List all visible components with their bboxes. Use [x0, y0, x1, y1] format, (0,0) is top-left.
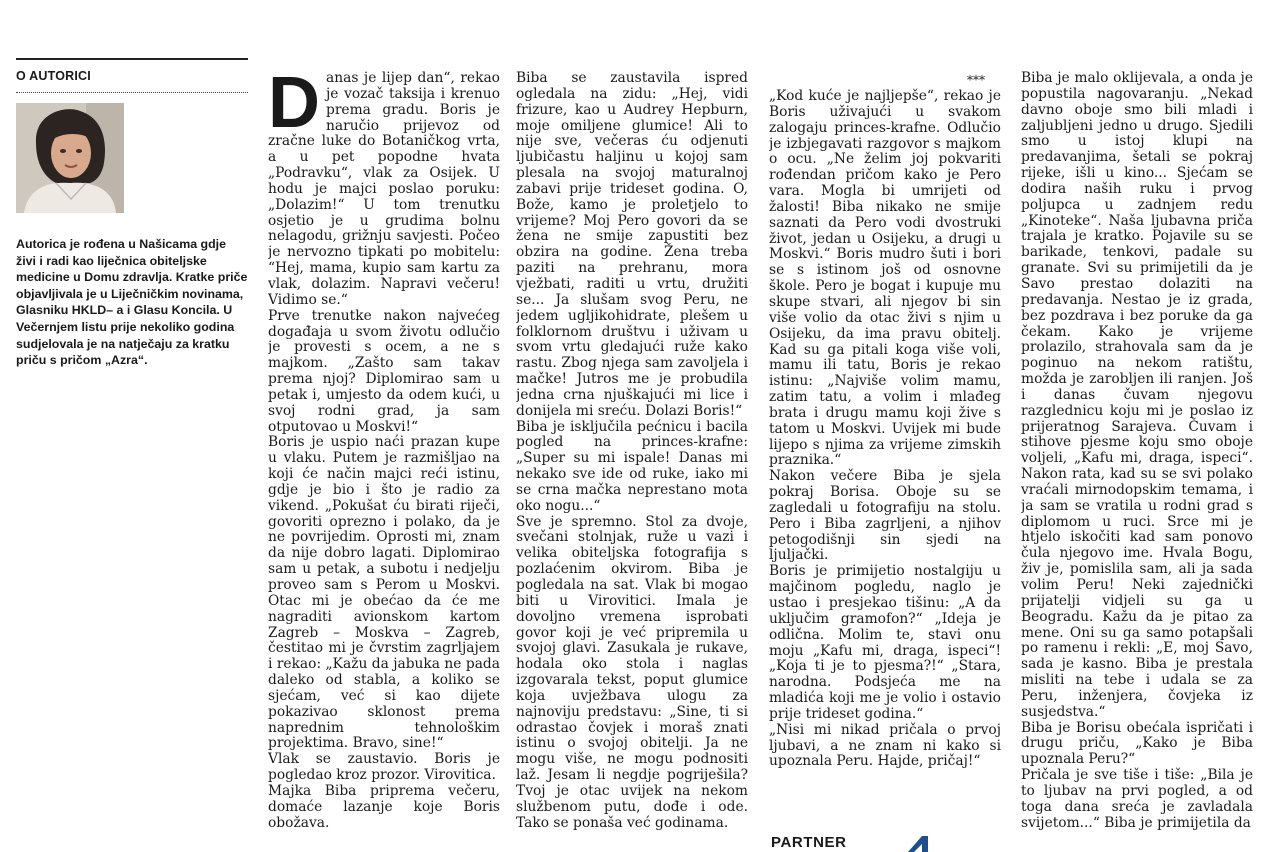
paragraph: Biba je malo oklijevala, a onda je popustila nagovaranju. „Nekad davno oboje smo bili mladi i zaljubljeni jedno u drugo. Sjedili smo u istoj klupi na predavanjima, šetali se pokraj rijeke, išli u kino... Sjećam se dodira naših ruku i prvog poljupca u zadnjem redu „Kinoteke“. Naša ljubavna priča trajala je kratko. Pojavile su se barikade, tenkovi, padale su granate. Svi su primijetili da je Savo prestao dolaziti na predavanja. Nestao je iz grada, bez pozdrava i bez poruke da ga čekam. Kako je vrijeme prolazilo, strahovala sam da je poginuo na nekom ratištu, možda je zarobljen ili ranjen. Još i danas čuvam njegovu razglednicu koju mi je poslao iz prijeratnog Sarajeva. Čuvam i stihove pjesme koju smo oboje voljeli, „Kafu mi, draga, ispeci“. Nakon rata, kad su se svi polako vraćali mirnodopskim temama, i ja sam se vratila u rodni grad s diplomom u ruci. Srce mi je htjelo iskočiti kad sam ponovo čula njegovo ime. Hvala Bogu, živ je, pomislila sam, ali ja sada volim Peru! Neki zajednički prijatelji vidjeli su ga u Beogradu. Kažu da je pitao za mene. Oni su ga samo potapšali po ramenu i rekli: „E, moj Savo, sada je kasno. Biba je prestala misliti na tebe i udala se za Peru, inženjera, čovjeka iz susjedstva.“: [1021, 71, 1253, 720]
author-bio: Autorica je rođena u Našicama gdje živi i radi kao liječnica obiteljske medicine u Domu zdravlja. Kratke priče objavljivala je u Liječničkim novinama, Glasniku HKLD– a i Glasu Koncila. U Večernjem listu prije nekoliko godina sudjelovala je na natječaju za kratku priču s pričom „Azra“.: [16, 237, 248, 368]
partner-logo-icon: [908, 836, 930, 852]
paragraph: „Kod kuće je najljepše“, rekao je Boris uživajući u svakom zalogaju princes-krafne. Odlučio je izbjegavati razgovor s majkom o ocu. „Ne želim joj pokvariti rođendan pričom kako je Pero vara. Mogla bi umrijeti od žalosti! Biba nikako ne smije saznati da Pero vodi dvostruki život, jedan u Osijeku, a drugi u Moskvi.“ Boris mudro šuti i bori se s istinom još od osnovne škole. Pero je bogat i kupuje mu skupe stvari, ali njegov bi sin više volio da otac živi s njim u Osijeku, da ima pravu obitelj. Kad su ga pitali koga više voli, mamu ili tatu, Boris je rekao istinu: „Najviše volim mamu, zatim tatu, a volim i mlađeg brata i drugu mamu koji žive s tatom u Moskvi. Uvijek mi bude lijepo s njima za vrijeme zimskih praznika.“: [769, 88, 1001, 469]
story-column-4: [1021, 71, 1253, 852]
top-rule: [16, 58, 248, 60]
paragraph: Majka Biba priprema večeru, domaće lazanje koje Boris obožava.: [268, 782, 500, 831]
paragraph: Prve trenutke nakon najvećeg događaja u svom životu odlučio je provesti s ocem, a ne s majkom. „Zašto sam takav prema njoj? Diplomirao sam u petak i, umjesto da odem kući, u svoj rodni grad, ja sam otputovao u Moskvi!“: [268, 307, 500, 435]
paragraph: [268, 71, 500, 309]
story-column-3: [769, 71, 1001, 852]
story-column-2: [516, 71, 748, 852]
paragraph: Biba je isključila pećnicu i bacila pogled na princes-krafne: „Super su mi ispale! Danas mi nekako sve ide od ruke, iako mi se crna mačka neprestano mota oko nogu...“: [516, 418, 748, 514]
paragraph: „Nisi mi nikad pričala o prvoj ljubavi, a ne znam ni kako si upoznala Peru. Hajde, pričaj!“: [769, 721, 1001, 770]
dotted-divider: [16, 92, 248, 93]
paragraph-text: anas je lijep dan“, rekao je vozač taksija i krenuo prema gradu. Boris je naručio prijevoz od zračne luke do Botaničkog vrta, a u pet popodne hvata „Podravku“, vlak za Osijek. U hodu je majci poslao poruku: „Dolazim!“ U tom trenutku osjetio je u grudima bolnu nelagodu, grižnju savjesti. Počeo je nervozno tipkati po mobitelu: “Hej, mama, kupio sam kartu za vlak, dolazim. Napravi večeru! Vidimo se.“: [268, 71, 500, 308]
drop-cap: D: [268, 71, 320, 143]
author-sidebar: [16, 58, 248, 369]
section-break: ***: [967, 73, 985, 87]
partner-label: PARTNER: [771, 834, 847, 851]
paragraph: Pričala je sve tiše i tiše: „Bila je to ljubav na prvi pogled, a od toga dana sreća je zavladala svijetom...“ Biba je primijetila da: [1021, 767, 1253, 831]
paragraph: Boris je primijetio nostalgiju u majčinom pogledu, naglo je ustao i presjekao tišinu: „A da uključim gramofon?“ „Ideja je odlična. Molim te, stavi onu moju „Kafu mi, draga, ispeci“! „Koja ti je to pjesma?!“ „Stara, narodna. Podsjeća me na mladića koji me je volio i ostavio prije trideset godina.“: [769, 563, 1001, 722]
author-portrait-icon: [16, 103, 124, 213]
paragraph: Boris je uspio naći prazan kupe u vlaku. Putem je razmišljao na koji će način majci reći istinu, gdje je bio i što je radio za vikend. „Pokušat ću birati riječi, govoriti oprezno i polako, da je ne povrijedim. Oprosti mi, znam da nije dobro lagati. Diplomirao sam u petak, a subotu i nedjelju proveo sam s Perom u Moskvi. Otac mi je obećao da će me nagraditi avionskom kartom Zagreb – Moskva – Zagreb, čestitao mi je čvrstim zagrljajem i rekao: „Kažu da jabuka ne pada daleko od stabla, a koliko se sjećam, već si kao dijete pokazivao sklonost prema naprednim tehnološkim projektima. Bravo, sine!“: [268, 434, 500, 752]
paragraph: Biba se zaustavila ispred ogledala na zidu: „Hej, vidi frizure, kao u Audrey Hepburn, moje omiljene glumice! Ali to nije sve, večeras ću odjenuti ljubičastu haljinu u kojoj sam plesala na svojoj maturalnoj zabavi prije trideset godina. O, Bože, kamo je proletjelo to vrijeme? Moj Pero govori da se žena ne smije zapustiti bez obzira na godine. Žena treba paziti na prehranu, mora vježbati, raditi u vrtu, družiti se... Ja slušam svog Peru, ne jedem ugljikohidrate, plešem u folklornom društvu i uživam u svom vrtu gledajući ruže kako rastu. Zbog njega sam zavoljela i mačke! Jutros me je probudila jedna crna njuškajući mi lice i donijela mi sreću. Dolazi Boris!“: [516, 71, 748, 419]
story-column-1: [268, 71, 500, 852]
author-photo: [16, 103, 124, 213]
paragraph: Vlak se zaustavio. Boris je pogledao kroz prozor. Virovitica.: [268, 751, 500, 784]
sidebar-heading: O AUTORICI: [16, 69, 91, 83]
paragraph: Nakon večere Biba je sjela pokraj Borisa. Oboje su se zagledali u fotografiju na stolu. Pero i Biba zagrljeni, a njihov petogodišnji sin sjedi na ljuljački.: [769, 468, 1001, 564]
paragraph: Biba je Borisu obećala ispričati i drugu priču, „Kako je Biba upoznala Peru?“: [1021, 719, 1253, 768]
paragraph: Sve je spremno. Stol za dvoje, svečani stolnjak, ruže u vazi i velika obiteljska fotografija s pozlaćenim okvirom. Biba je pogledala na sat. Vlak bi mogao biti u Virovitici. Imala je dovoljno vremena isprobati govor koji je već pripremila u svojoj glavi. Zasukala je rukave, hodala oko stola i naglas izgovarala tekst, poput glumice koja uvježbava ulogu za najnoviju predstavu: „Sine, ti si odrastao čovjek i moraš znati istinu o svojoj obitelji. Ja ne mogu više, ne mogu podnositi laž. Jesam li negdje pogriješila? Tvoj je otac uvijek na nekom službenom putu, dođe i ode. Tako se ponaša već godinama.: [516, 513, 748, 831]
